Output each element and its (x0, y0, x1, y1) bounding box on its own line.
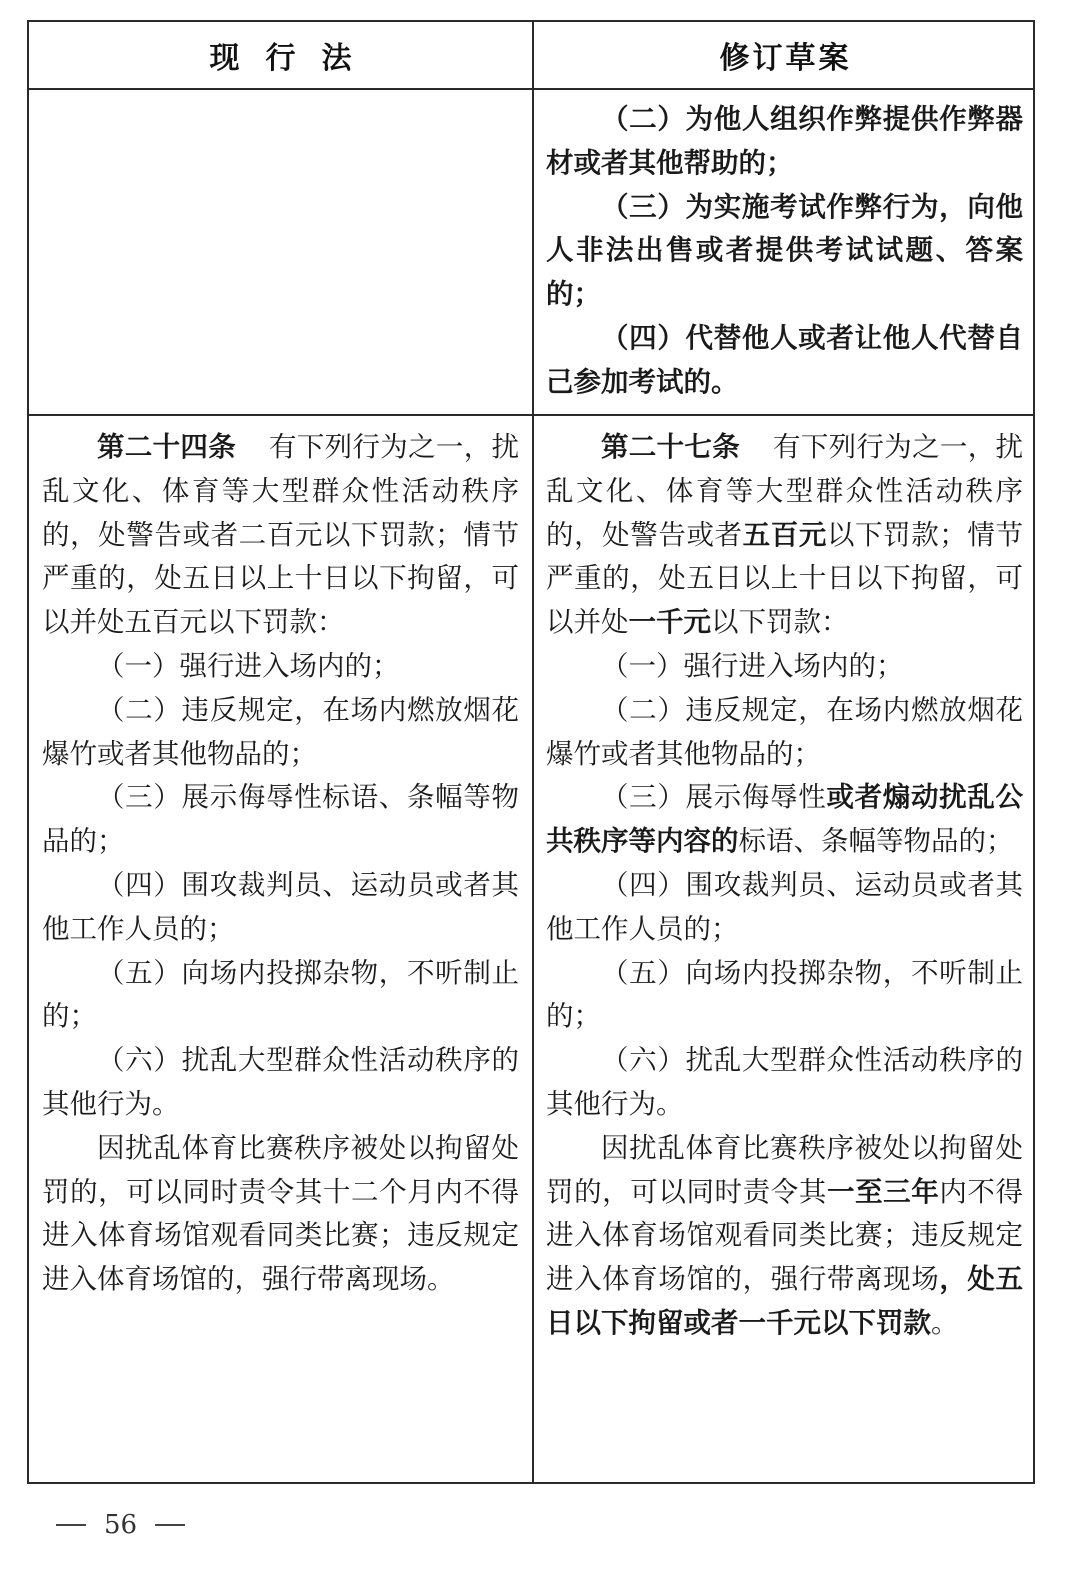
article-24-closing: 因扰乱体育比赛秩序被处以拘留处罚的，可以同时责令其十二个月内不得进入体育场馆观看同类比赛；违反规定进入体育场馆的，强行带离现场。 (42, 1131, 519, 1296)
article-27-closing-a: 因扰乱体育比赛秩序被处以拘留处罚的，可以同时责令其 (546, 1131, 1023, 1208)
article-27-item-3-c: 标语、条幅等物品的； (738, 825, 1014, 858)
article-27-closing-e: 。 (931, 1306, 959, 1339)
article-24-item-6: （六）扰乱大型群众性活动秩序的其他行为。 (42, 1044, 519, 1120)
article-24-item-1: （一）强行进入场内的； (97, 649, 400, 682)
article-27-title: 第二十七条 (601, 431, 741, 463)
header-revised-draft: 修订草案 (719, 41, 852, 76)
article-27-item-3-a: （三）展示侮辱性 (601, 781, 827, 814)
footer-dash-left (56, 1524, 86, 1526)
article-27-intro (546, 426, 1023, 645)
draft-item-3: （三）为实施考试作弊行为，向他人非法出售或者提供考试试题、答案的； (546, 190, 1023, 311)
article-27-intro-c: 以下罚款；情节严重的，处五日以上十日以下拘留，可以并处 (546, 518, 1023, 639)
article-27-closing (546, 1127, 1023, 1346)
article-27-closing-c: 内不得进入体育场馆观看同类比赛；违反规定进入体育场馆的，强行带离现场 (546, 1175, 1023, 1296)
article-27-item-5: （五）向场内投掷杂物，不听制止的； (546, 956, 1023, 1033)
article-24-item-2: （二）违反规定，在场内燃放烟花爆竹或者其他物品的； (42, 693, 519, 770)
article-24-intro-text: 有下列行为之一，扰乱文化、体育等大型群众性活动秩序的，处警告或者二百元以下罚款；情节严重的，处五日以上十日以下拘留，可以并处五百元以下罚款： (42, 431, 520, 639)
draft-item-4: （四）代替他人或者让他人代替自己参加考试的。 (546, 321, 1023, 398)
article-27-item-6: （六）扰乱大型群众性活动秩序的其他行为。 (546, 1044, 1023, 1120)
page-footer (38, 1510, 203, 1540)
article-27-amendment-incite: 或者煽动扰乱公共秩序等内容的 (546, 781, 1024, 858)
article-27-intro-e: 以下罚款： (711, 606, 849, 639)
comparison-table (27, 20, 1035, 1484)
page-number: 56 (104, 1510, 138, 1540)
article-24-title: 第二十四条 (97, 431, 237, 463)
footer-dash-right (155, 1524, 185, 1526)
draft-item-2: （二）为他人组织作弊提供作弊器材或者其他帮助的； (546, 103, 1023, 179)
column-divider (532, 22, 534, 1482)
article-27-item-3 (546, 776, 1023, 864)
article-27-intro-a: 有下列行为之一，扰乱文化、体育等大型群众性活动秩序的，处警告或者 (546, 431, 1024, 551)
article-27-item-2: （二）违反规定，在场内燃放烟花爆竹或者其他物品的； (546, 693, 1023, 770)
article-27-item-1: （一）强行进入场内的； (601, 649, 904, 682)
table-header (29, 22, 1033, 90)
article-24-item-4: （四）围攻裁判员、运动员或者其他工作人员的； (42, 868, 519, 945)
article-27-amendment-fine: 五百元 (742, 518, 827, 551)
article-24-item-3: （三）展示侮辱性标语、条幅等物品的； (42, 781, 519, 858)
row2-left-cell (42, 426, 519, 1302)
row-divider (29, 414, 1033, 416)
article-24-intro (42, 426, 519, 645)
article-27-amendment-period: 一至三年 (826, 1175, 940, 1208)
article-24-item-5: （五）向场内投掷杂物，不听制止的； (42, 956, 519, 1033)
row2-right-cell (546, 426, 1023, 1346)
article-27-amendment-extra-fine: 一千元 (628, 606, 711, 639)
header-current-law: 现行法 (209, 41, 378, 76)
article-27-item-4: （四）围攻裁判员、运动员或者其他工作人员的； (546, 868, 1023, 945)
row1-right-cell (546, 98, 1023, 405)
article-27-amendment-penalty: ，处五日以下拘留或者一千元以下罚款 (546, 1263, 1023, 1339)
